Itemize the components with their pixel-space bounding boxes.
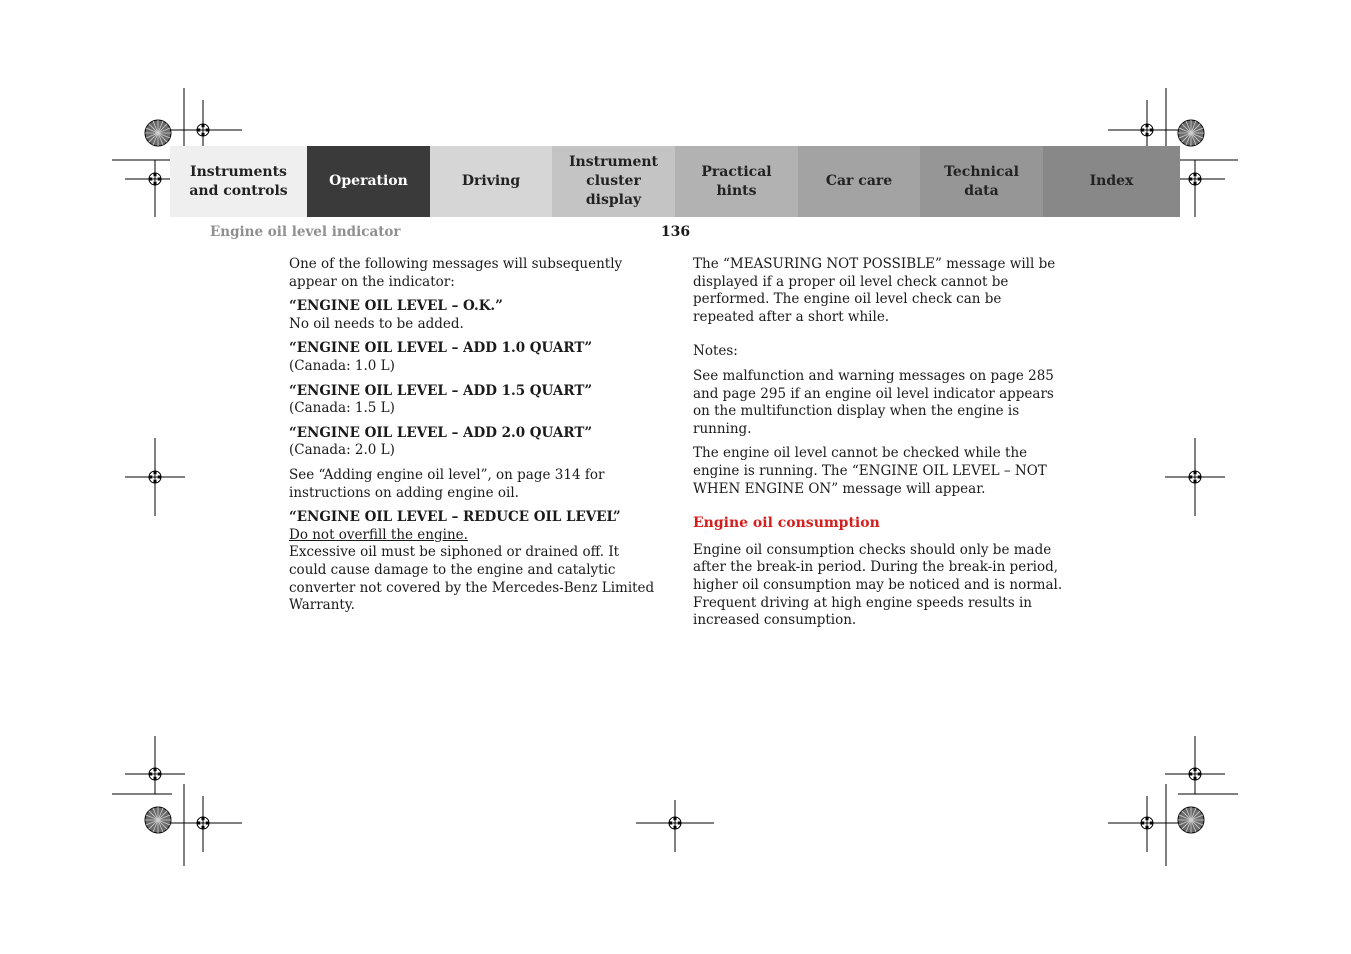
- engine-oil-consumption-text: Engine oil consumption checks should only be made after the break-in period. During the break-in period, higher oil consumption may be noticed and is normal. Frequent driving at high engine speeds results in increased consumption.: [693, 541, 1063, 629]
- note-malfunction: See malfunction and warning messages on page 285 and page 295 if an engine oil level indicator appears on the multifunction display when the engine is running.: [693, 367, 1054, 437]
- tab-label: Practical hints: [701, 163, 772, 199]
- right-column: [693, 256, 1063, 630]
- tab-instrument-cluster-display[interactable]: [552, 146, 675, 217]
- message-add-1-5-title: “ENGINE OIL LEVEL – ADD 1.5 QUART”: [289, 382, 593, 399]
- tab-label: Operation: [329, 173, 408, 189]
- message-add-1-5-text: (Canada: 1.5 L): [289, 400, 395, 417]
- overfill-warning: Do not overfill the engine.: [289, 526, 468, 543]
- message-add-1-0-title: “ENGINE OIL LEVEL – ADD 1.0 QUART”: [289, 340, 593, 357]
- message-add-2-0-title: “ENGINE OIL LEVEL – ADD 2.0 QUART”: [289, 424, 593, 441]
- tab-label: Instrument cluster display: [569, 154, 658, 208]
- left-column: [289, 256, 659, 615]
- message-add-2-0-text: (Canada: 2.0 L): [289, 442, 395, 459]
- tab-car-care[interactable]: [798, 146, 920, 217]
- message-add-1-0-text: (Canada: 1.0 L): [289, 357, 395, 374]
- message-reduce-text: Excessive oil must be siphoned or drained off. It could cause damage to the engine and catalytic converter not covered by the Mercedes-Benz Limited Warranty.: [289, 544, 655, 614]
- tab-practical-hints[interactable]: [675, 146, 798, 217]
- tab-label: Index: [1089, 173, 1134, 189]
- chapter-tabs: [170, 146, 1180, 217]
- engine-oil-consumption-heading: Engine oil consumption: [693, 515, 880, 532]
- intro-paragraph: One of the following messages will subsequently appear on the indicator:: [289, 256, 623, 290]
- note-engine-running: The engine oil level cannot be checked while the engine is running. The “ENGINE OIL LEVEL – NOT WHEN ENGINE ON” message will appear.: [693, 445, 1047, 497]
- measuring-not-possible-paragraph: The “MEASURING NOT POSSIBLE” message will be displayed if a proper oil level check cannot be performed. The engine oil level check can be repeated after a short while.: [693, 256, 1056, 325]
- see-adding-oil-paragraph: See “Adding engine oil level”, on page 314 for instructions on adding engine oil.: [289, 466, 605, 501]
- section-title: Engine oil level indicator: [210, 224, 401, 240]
- message-ok-title: “ENGINE OIL LEVEL – O.K.”: [289, 298, 503, 315]
- tab-label: Driving: [461, 173, 521, 189]
- tab-index[interactable]: [1043, 146, 1180, 217]
- page-number: 136: [660, 224, 691, 240]
- tab-label: Technical data: [944, 163, 1019, 199]
- tab-operation[interactable]: [307, 146, 430, 217]
- notes-label: Notes:: [693, 343, 738, 360]
- tab-technical-data[interactable]: [920, 146, 1043, 217]
- tab-label: Instruments and controls: [189, 163, 288, 199]
- tab-instruments-and-controls[interactable]: [170, 146, 307, 217]
- tab-driving[interactable]: [430, 146, 552, 217]
- message-reduce-title: “ENGINE OIL LEVEL – REDUCE OIL LEVEL”: [289, 509, 621, 526]
- tab-label: Car care: [825, 173, 893, 189]
- message-ok-text: No oil needs to be added.: [289, 315, 464, 332]
